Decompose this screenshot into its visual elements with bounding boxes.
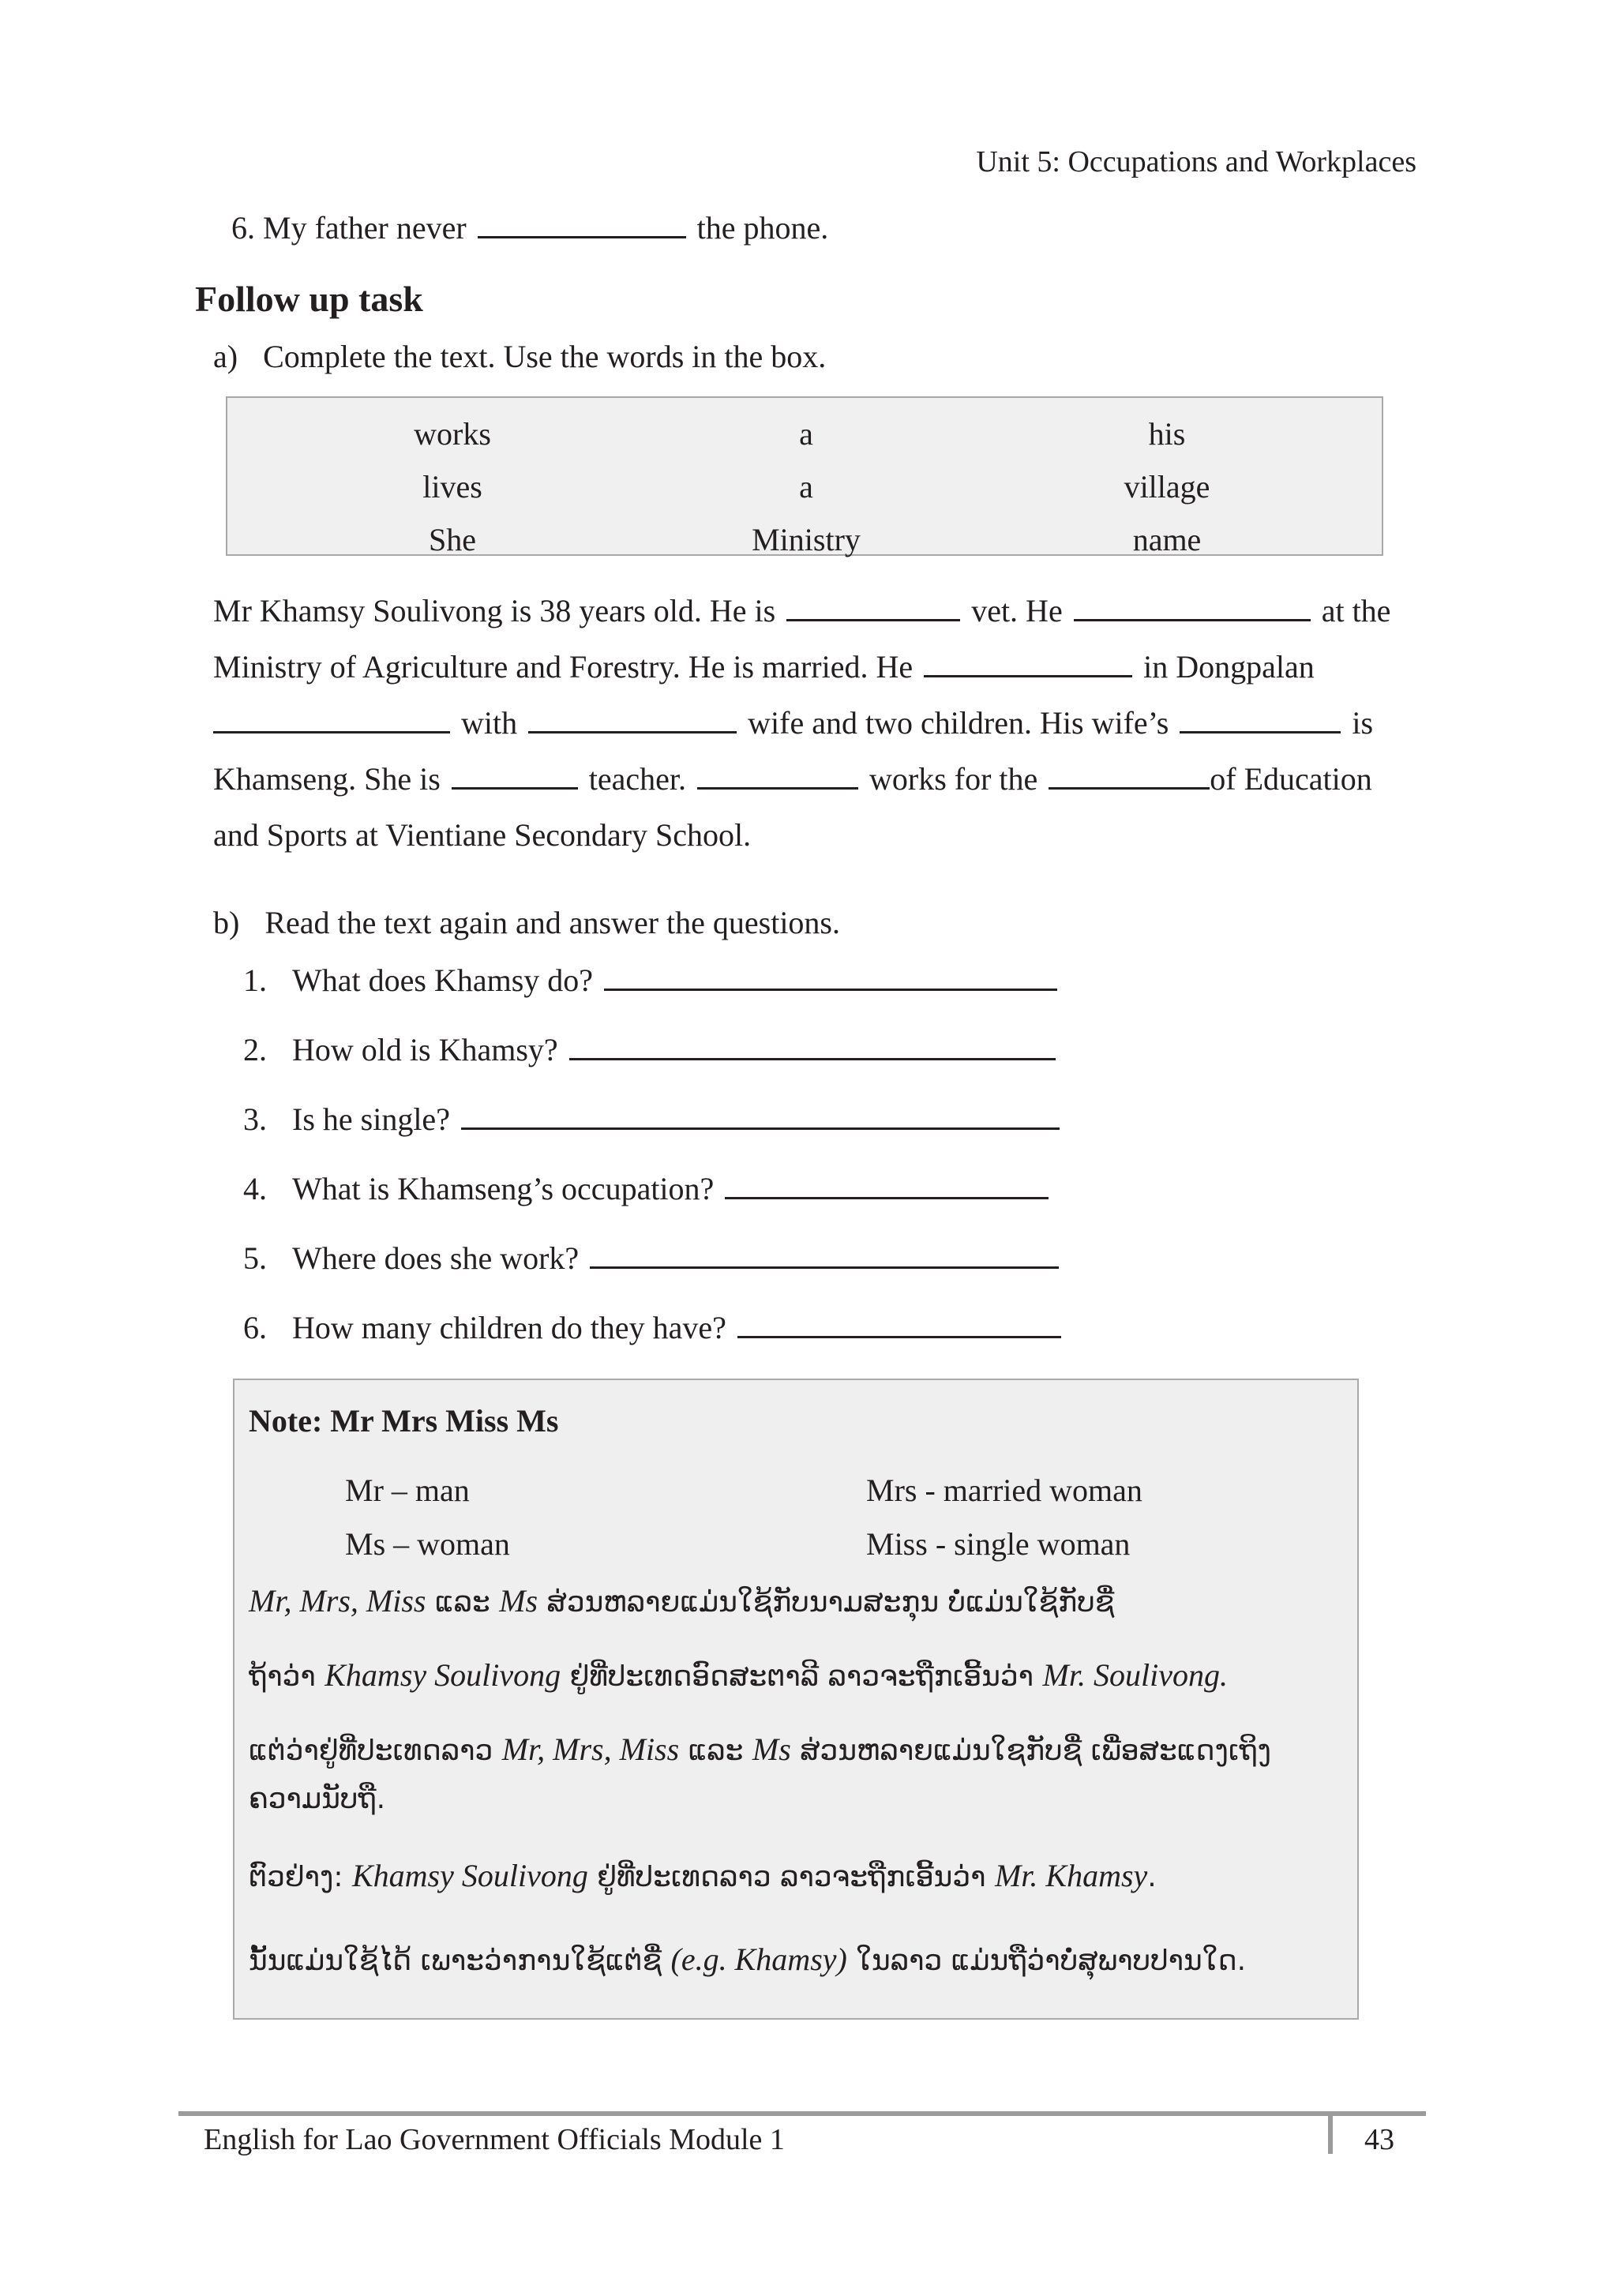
passage-line [213, 695, 1413, 751]
note-english-term: Ms [752, 1731, 791, 1767]
note-lao-text: ແລະ [426, 1586, 500, 1619]
note-term: Mr – man [345, 1473, 470, 1508]
passage-text: in Dongpalan [1143, 649, 1315, 685]
exercise-item-6 [231, 209, 828, 246]
note-english-term: Mr, Mrs, Miss [249, 1583, 426, 1619]
note-english-term: Mr. Khamsy [994, 1858, 1148, 1893]
note-lao-text: ສ່ວນຫລາຍແມ່ນໃຊກັບຊື່ ເພື່ອສະແດງເຖິງ [790, 1735, 1271, 1767]
answer-line[interactable] [590, 1240, 1059, 1269]
answer-blank[interactable] [1180, 704, 1341, 733]
passage-line [213, 807, 1413, 863]
note-lao-line [249, 1941, 1246, 1978]
passage-text: and Sports at Vientiane Secondary School. [213, 817, 752, 853]
note-lao-text: ຢູ່ທີ່ປະເທດອົດສະຕາລີ ລາວຈະຖືກເອີ້ນວ່າ [561, 1660, 1043, 1693]
note-lao-line [249, 1582, 1114, 1619]
word-box-item: a [799, 469, 813, 505]
note-lao-text: ຢູ່ທີ່ປະເທດລາວ ລາວຈະຖືກເອີ້ນວ່າ [587, 1861, 995, 1893]
note-english-term: Ms [499, 1583, 538, 1619]
cloze-passage [213, 583, 1413, 863]
note-lao-text: ສ່ວນຫລາຍແມ່ນໃຊ້ກັບນາມສະກຸນ ບໍ່ແມ່ນໃຊ້ກັບຊື່ [538, 1586, 1115, 1619]
word-box-item: lives [422, 469, 482, 505]
question-number: 4. [243, 1171, 267, 1206]
word-box-item: his [1148, 416, 1186, 452]
word-box-item: name [1132, 522, 1202, 557]
question-item [243, 1031, 1059, 1068]
passage-text: Ministry of Agriculture and Forestry. He is married. He [213, 649, 914, 685]
passage-line [213, 639, 1413, 695]
item6-end: the phone. [696, 210, 829, 246]
instruction-b-text: Read the text again and answer the questions. [264, 905, 840, 940]
question-text: How old is Khamsy? [292, 1032, 558, 1067]
passage-text: Mr Khamsy Soulivong is 38 years old. He is [213, 593, 776, 628]
answer-blank[interactable] [697, 760, 858, 790]
passage-text: teacher. [588, 761, 687, 797]
note-english-term: Mr. Soulivong. [1042, 1657, 1228, 1693]
note-english-term: Khamsy Soulivong [325, 1657, 561, 1693]
note-lao-text: ແຕ່ວ່າຢູ່ທີ່ປະເທດລາວ [249, 1735, 502, 1767]
word-box-item: She [429, 522, 476, 557]
question-number: 5. [243, 1240, 267, 1276]
passage-text: Khamseng. She is [213, 761, 441, 797]
passage-line [213, 751, 1413, 807]
note-term: Miss - single woman [866, 1526, 1131, 1562]
question-text: Where does she work? [292, 1240, 580, 1276]
answer-line[interactable] [569, 1031, 1056, 1060]
note-lao-line: ຄວາມນັບຖື. [249, 1783, 386, 1815]
passage-text: vet. He [971, 593, 1063, 628]
passage-text: wife and two children. His wife’s [748, 705, 1169, 741]
passage-text: is [1352, 705, 1374, 741]
passage-text: of Education [1210, 761, 1372, 797]
note-term: Mrs - married woman [866, 1473, 1142, 1508]
instruction-a-text: Complete the text. Use the words in the box. [263, 339, 827, 374]
question-item [243, 1309, 1064, 1346]
note-lao-text: ຖ້າວ່າ [249, 1660, 325, 1693]
question-item [243, 1101, 1063, 1138]
note-term: Ms – woman [345, 1526, 510, 1562]
note-english-term: (e.g. Khamsy) [670, 1941, 847, 1977]
passage-line [213, 583, 1413, 639]
note-lao-text: . [1147, 1861, 1157, 1893]
question-number: 3. [243, 1101, 267, 1137]
note-lao-text: ຕົວຢ່າງ: [249, 1861, 352, 1893]
answer-line[interactable] [461, 1101, 1060, 1130]
question-text: What does Khamsy do? [292, 962, 594, 998]
section-heading: Follow up task [195, 279, 423, 319]
answer-line[interactable] [737, 1309, 1061, 1338]
word-box-item: village [1124, 469, 1210, 505]
note-title: Note: Mr Mrs Miss Ms [249, 1403, 559, 1439]
note-lao-line [249, 1656, 1228, 1694]
note-english-term: Mr, Mrs, Miss [501, 1731, 680, 1767]
answer-blank[interactable] [213, 704, 450, 733]
word-box-item: Ministry [752, 522, 861, 557]
label-a: a) [213, 339, 238, 374]
note-lao-text: ໃນລາວ ແມ່ນຖືວ່າບໍ່ສຸພາບປານໃດ. [846, 1945, 1247, 1977]
instruction-a [213, 338, 826, 375]
label-b: b) [213, 905, 240, 940]
word-box-item: works [414, 416, 491, 452]
footer-book-title: English for Lao Government Officials Module 1 [204, 2123, 785, 2156]
answer-blank[interactable] [528, 704, 737, 733]
answer-blank[interactable] [478, 209, 686, 238]
page-number: 43 [1364, 2123, 1394, 2156]
answer-blank[interactable] [924, 648, 1132, 677]
passage-text: works for the [869, 761, 1038, 797]
word-box-item: a [799, 416, 813, 452]
answer-blank[interactable] [1049, 760, 1210, 790]
question-item [243, 1240, 1062, 1277]
question-number: 1. [243, 962, 267, 998]
note-lao-text: ນັ້ນແມ່ນໃຊ້ໄດ້ ເພາະວ່າການໃຊ້ແຕ່ຊື່ [249, 1945, 671, 1977]
note-lao-text: ແລະ [679, 1735, 752, 1767]
passage-text: with [461, 705, 518, 741]
question-text: How many children do they have? [292, 1310, 726, 1345]
note-english-term: Khamsy Soulivong [351, 1858, 588, 1893]
answer-blank[interactable] [786, 592, 960, 621]
question-number: 2. [243, 1032, 267, 1067]
item6-start: 6. My father never [231, 210, 467, 246]
question-item [243, 962, 1060, 999]
question-text: Is he single? [292, 1101, 450, 1137]
running-header: Unit 5: Occupations and Workplaces [976, 145, 1416, 178]
note-lao-line [249, 1857, 1157, 1894]
question-text: What is Khamseng’s occupation? [292, 1171, 715, 1206]
question-list [243, 962, 1112, 1372]
question-number: 6. [243, 1310, 267, 1345]
answer-blank[interactable] [452, 760, 578, 790]
question-item [243, 1170, 1052, 1207]
note-lao-line [249, 1731, 1271, 1768]
passage-text: at the [1321, 593, 1391, 628]
word-box [226, 396, 1383, 556]
answer-line[interactable] [604, 962, 1057, 991]
answer-blank[interactable] [1074, 592, 1311, 621]
footer-rule [178, 2111, 1426, 2116]
instruction-b [213, 904, 840, 941]
answer-line[interactable] [725, 1170, 1049, 1199]
note-box [233, 1379, 1359, 2020]
footer-divider [1328, 2116, 1333, 2154]
